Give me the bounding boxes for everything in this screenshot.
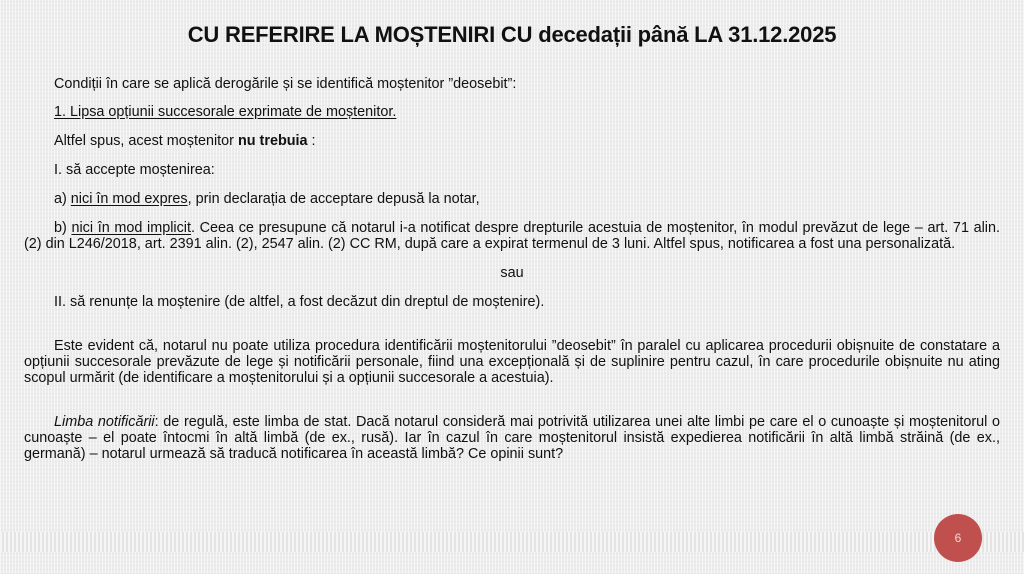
notification-language-text: : de regulă, este limba de stat. Dacă notarul consideră mai potrivită utilizarea unei alte limbi pe care el o cunoaște și moștenitorul o cunoaște – el poate întocmi în altă limbă (de ex., rusă). Iar în cazul în care moștenitorul insistă expedierea notificării în altă limbă străină (de ex., germană) – notarul urmează să traducă notificarea în această limbă? Ce opinii sunt? bbox=[24, 414, 1000, 462]
paraphrase-line bbox=[24, 133, 1000, 149]
notification-language-label: Limba notificării bbox=[54, 414, 155, 430]
condition-heading-text: 1. Lipsa opțiunii succesorale exprimate de moștenitor. bbox=[54, 104, 397, 120]
point-two: II. să renunțe la moștenire (de altfel, a fost decăzut din dreptul de moștenire). bbox=[54, 294, 545, 310]
point-b-rest: . Ceea ce presupune că notarul i-a notificat despre drepturile acestuia de moștenitor, în modul prevăzut de lege – art. 71 alin. (2) din L246/2018, art. 2391 alin. (2), 2547 alin. (2) CC RM, după care a expirat termenul de 3 luni. Altfel spus, notificarea a fost una personalizată. bbox=[24, 220, 1000, 252]
slide-title: CU REFERIRE LA MOȘTENIRI CU decedații până LA 31.12.2025 bbox=[187, 22, 837, 47]
conditions-intro: Condiții în care se aplică derogările și se identifică moștenitor ”deosebit”: bbox=[54, 76, 517, 92]
page-number-badge: 6 bbox=[934, 514, 982, 562]
paraphrase-pre: Altfel spus, acest moștenitor bbox=[54, 133, 238, 149]
point-a bbox=[24, 191, 1000, 207]
point-b-underlined: nici în mod implicit bbox=[71, 220, 191, 236]
point-one: I. să accepte moștenirea: bbox=[54, 162, 215, 178]
point-a-prefix: a) bbox=[54, 191, 71, 207]
or-separator: sau bbox=[500, 265, 524, 281]
point-b-prefix: b) bbox=[54, 220, 72, 236]
notification-language-paragraph bbox=[24, 414, 1000, 462]
evident-paragraph: Este evident că, notarul nu poate utiliza procedura identificării moștenitorului ”deosebit” în paralel cu aplicarea procedurii obișnuite de constatare a opțiunii succesorale prevăzute de lege și notificării personale, fiind una excepțională și de suplinire pentru cazul, în care procedurile obișnuite nu ating scopul urmărit (de identificare a moștenitorului și a opțiunii succesorale a acestuia). bbox=[24, 338, 1000, 386]
condition-heading bbox=[24, 104, 1000, 120]
paraphrase-bold: nu trebuia bbox=[237, 133, 308, 149]
point-a-rest: , prin declarația de acceptare depusă la notar, bbox=[187, 191, 480, 207]
point-b bbox=[24, 220, 1000, 252]
slide-body bbox=[24, 76, 1000, 462]
bottom-decorative-band bbox=[0, 532, 1024, 552]
paraphrase-post: : bbox=[307, 133, 316, 149]
point-a-underlined: nici în mod expres bbox=[70, 191, 188, 207]
